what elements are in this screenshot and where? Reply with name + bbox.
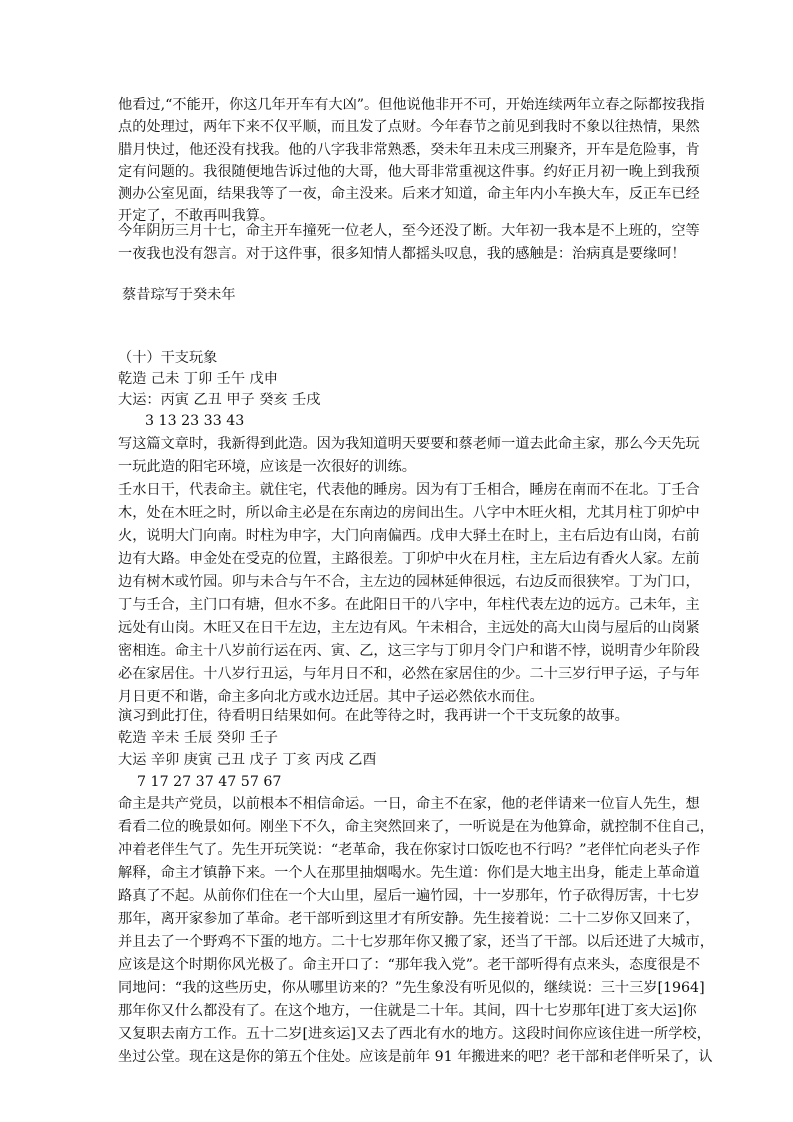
body-line: 边有树木或竹园。卯与未合与午不合，主左边的园林延伸很远，右边反而很狭窄。丁为门口， xyxy=(118,574,700,590)
luck-ages: 3 13 23 33 43 xyxy=(145,413,245,429)
body-line: 丁与壬合，主门口有塘，但水不多。在此阳日干的八字中，年柱代表左边的远方。己未年，主 xyxy=(118,597,700,613)
body-line: 解释，命主才镇静下来。一个人在那里抽烟喝水。先生道：你们是大地主出身，能走上革命道 xyxy=(118,865,700,881)
body-line: 坐过公堂。现在这是你的第五个住处。应该是前年 91 年搬进来的吧？老干部和老伴听呆了，认 xyxy=(118,1049,713,1065)
body-line: 命主是共产党员，以前根本不相信命运。一日，命主不在家，他的老伴请来一位盲人先生，想 xyxy=(118,796,700,812)
luck-ages: 7 17 27 37 47 57 67 xyxy=(137,774,282,790)
body-line: 远处有山岗。木旺又在日干左边，主左边有风。午未相合，主远处的高大山岗与屋后的山岗紧 xyxy=(118,620,700,636)
luck-pillars: 大运：丙寅 乙丑 甲子 癸亥 壬戌 xyxy=(118,392,321,408)
birth-chart: 乾造 辛未 壬辰 癸卯 壬子 xyxy=(118,730,278,746)
body-line: 看看二位的晚景如何。刚坐下不久，命主突然回来了，一听说是在为他算命，就控制不住自己， xyxy=(118,819,714,835)
body-line: 冲着老伴生气了。先生开玩笑说：“老革命，我在你家讨口饭吃也不行吗？”老伴忙向老头子作 xyxy=(118,842,701,858)
body-line: 演习到此打住，待看明日结果如何。在此等待之时，我再讲一个干支玩象的故事。 xyxy=(118,708,629,724)
body-line: 他看过,“不能开，你这几年开车有大凶”。但他说他非开不可，开始连续两年立春之际都按我指 xyxy=(118,97,705,113)
body-line: 点的处理过，两年下来不仅平顺，而且发了点财。今年春节之前见到我时不象以往热情，果然 xyxy=(118,119,700,135)
body-line: 并且去了一个野鸡不下蛋的地方。二十七岁那年你又搬了家，还当了干部。以后还进了大城市， xyxy=(118,934,714,950)
body-line: 那年，离开家参加了革命。老干部听到这里才有所安静。先生接着说：二十二岁你又回来了， xyxy=(118,911,700,927)
body-line: 开定了，不敢再叫我算。 xyxy=(118,208,275,224)
body-line: 又复职去南方工作。五十二岁[进亥运]又去了西北有水的地方。这段时间你应该住进一所学校， xyxy=(118,1026,711,1042)
body-line: 一夜我也没有怨言。对于这件事，很多知情人都摇头叹息，我的感触是：治病真是要缘呵！ xyxy=(118,246,686,262)
body-line: 一玩此造的阳宅环境，应该是一次很好的训练。 xyxy=(118,459,416,475)
body-line: 必在家居住。十八岁行丑运，与年月日不和，必然在家居住的少。二十三岁行甲子运，子与年 xyxy=(118,666,700,682)
body-line: 路真了不起。从前你们住在一个大山里，屋后一遍竹园，十一岁那年，竹子砍得厉害，十七岁 xyxy=(118,888,700,904)
section-heading: （十）干支玩象 xyxy=(118,350,218,366)
body-line: 月日更不和谐，命主多向北方或水边迁居。其中子运必然依水而住。 xyxy=(118,689,544,705)
body-line: 那年你又什么都没有了。在这个地方，一住就是二十年。其间，四十七岁那年[进丁亥大运]你 xyxy=(118,1003,697,1019)
body-line: 边有大路。申金处在受克的位置，主路很差。丁卯炉中火在月柱，主左后边有香火人家。左前 xyxy=(118,551,700,567)
body-line: 应该是这个时期你风光极了。命主开口了：“那年我入党”。老干部听得有点来头，态度很是不 xyxy=(118,957,701,973)
body-line: 火，说明大门向南。时柱为申字，大门向南偏西。戊申大驿土在时上，主右后边有山岗，右前 xyxy=(118,528,700,544)
body-line: 密相连。命主十八岁前行运在丙、寅、乙，这三字与丁卯月令门户和谐不悖，说明青少年阶段 xyxy=(118,643,700,659)
body-line: 写这篇文章时，我新得到此造。因为我知道明天要要和蔡老师一道去此命主家，那么今天先玩 xyxy=(118,436,700,452)
body-line: 测办公室见面，结果我等了一夜，命主没来。后来才知道，命主年内小车换大车，反正车已经 xyxy=(118,186,700,202)
body-line: 同地问：“我的这些历史，你从哪里访来的？”先生象没有听见似的，继续说：三十三岁[1964] xyxy=(118,980,705,996)
body-line: 木，处在木旺之时，所以命主必是在东南边的房间出生。八字中木旺火相，尤其月柱丁卯炉中 xyxy=(118,505,700,521)
body-line: 壬水日干，代表命主。就住宅，代表他的睡房。因为有丁壬相合，睡房在南而不在北。丁壬合 xyxy=(118,482,700,498)
birth-chart: 乾造 己未 丁卯 壬午 戊申 xyxy=(118,371,278,387)
body-line: 定有问题的。我很随便地告诉过他的大哥，他大哥非常重视这件事。约好正月初一晚上到我预 xyxy=(118,164,700,180)
body-line: 今年阴历三月十七，命主开车撞死一位老人，至今还没了断。大年初一我本是不上班的，空等 xyxy=(118,223,700,239)
body-line: 腊月快过，他还没有找我。他的八字我非常熟悉，癸未年丑未戌三刑聚齐，开车是危险事，肯 xyxy=(118,142,700,158)
luck-pillars: 大运 辛卯 庚寅 己丑 戊子 丁亥 丙戌 乙酉 xyxy=(118,752,377,768)
signature: 蔡昔琮写于癸未年 xyxy=(122,287,236,303)
